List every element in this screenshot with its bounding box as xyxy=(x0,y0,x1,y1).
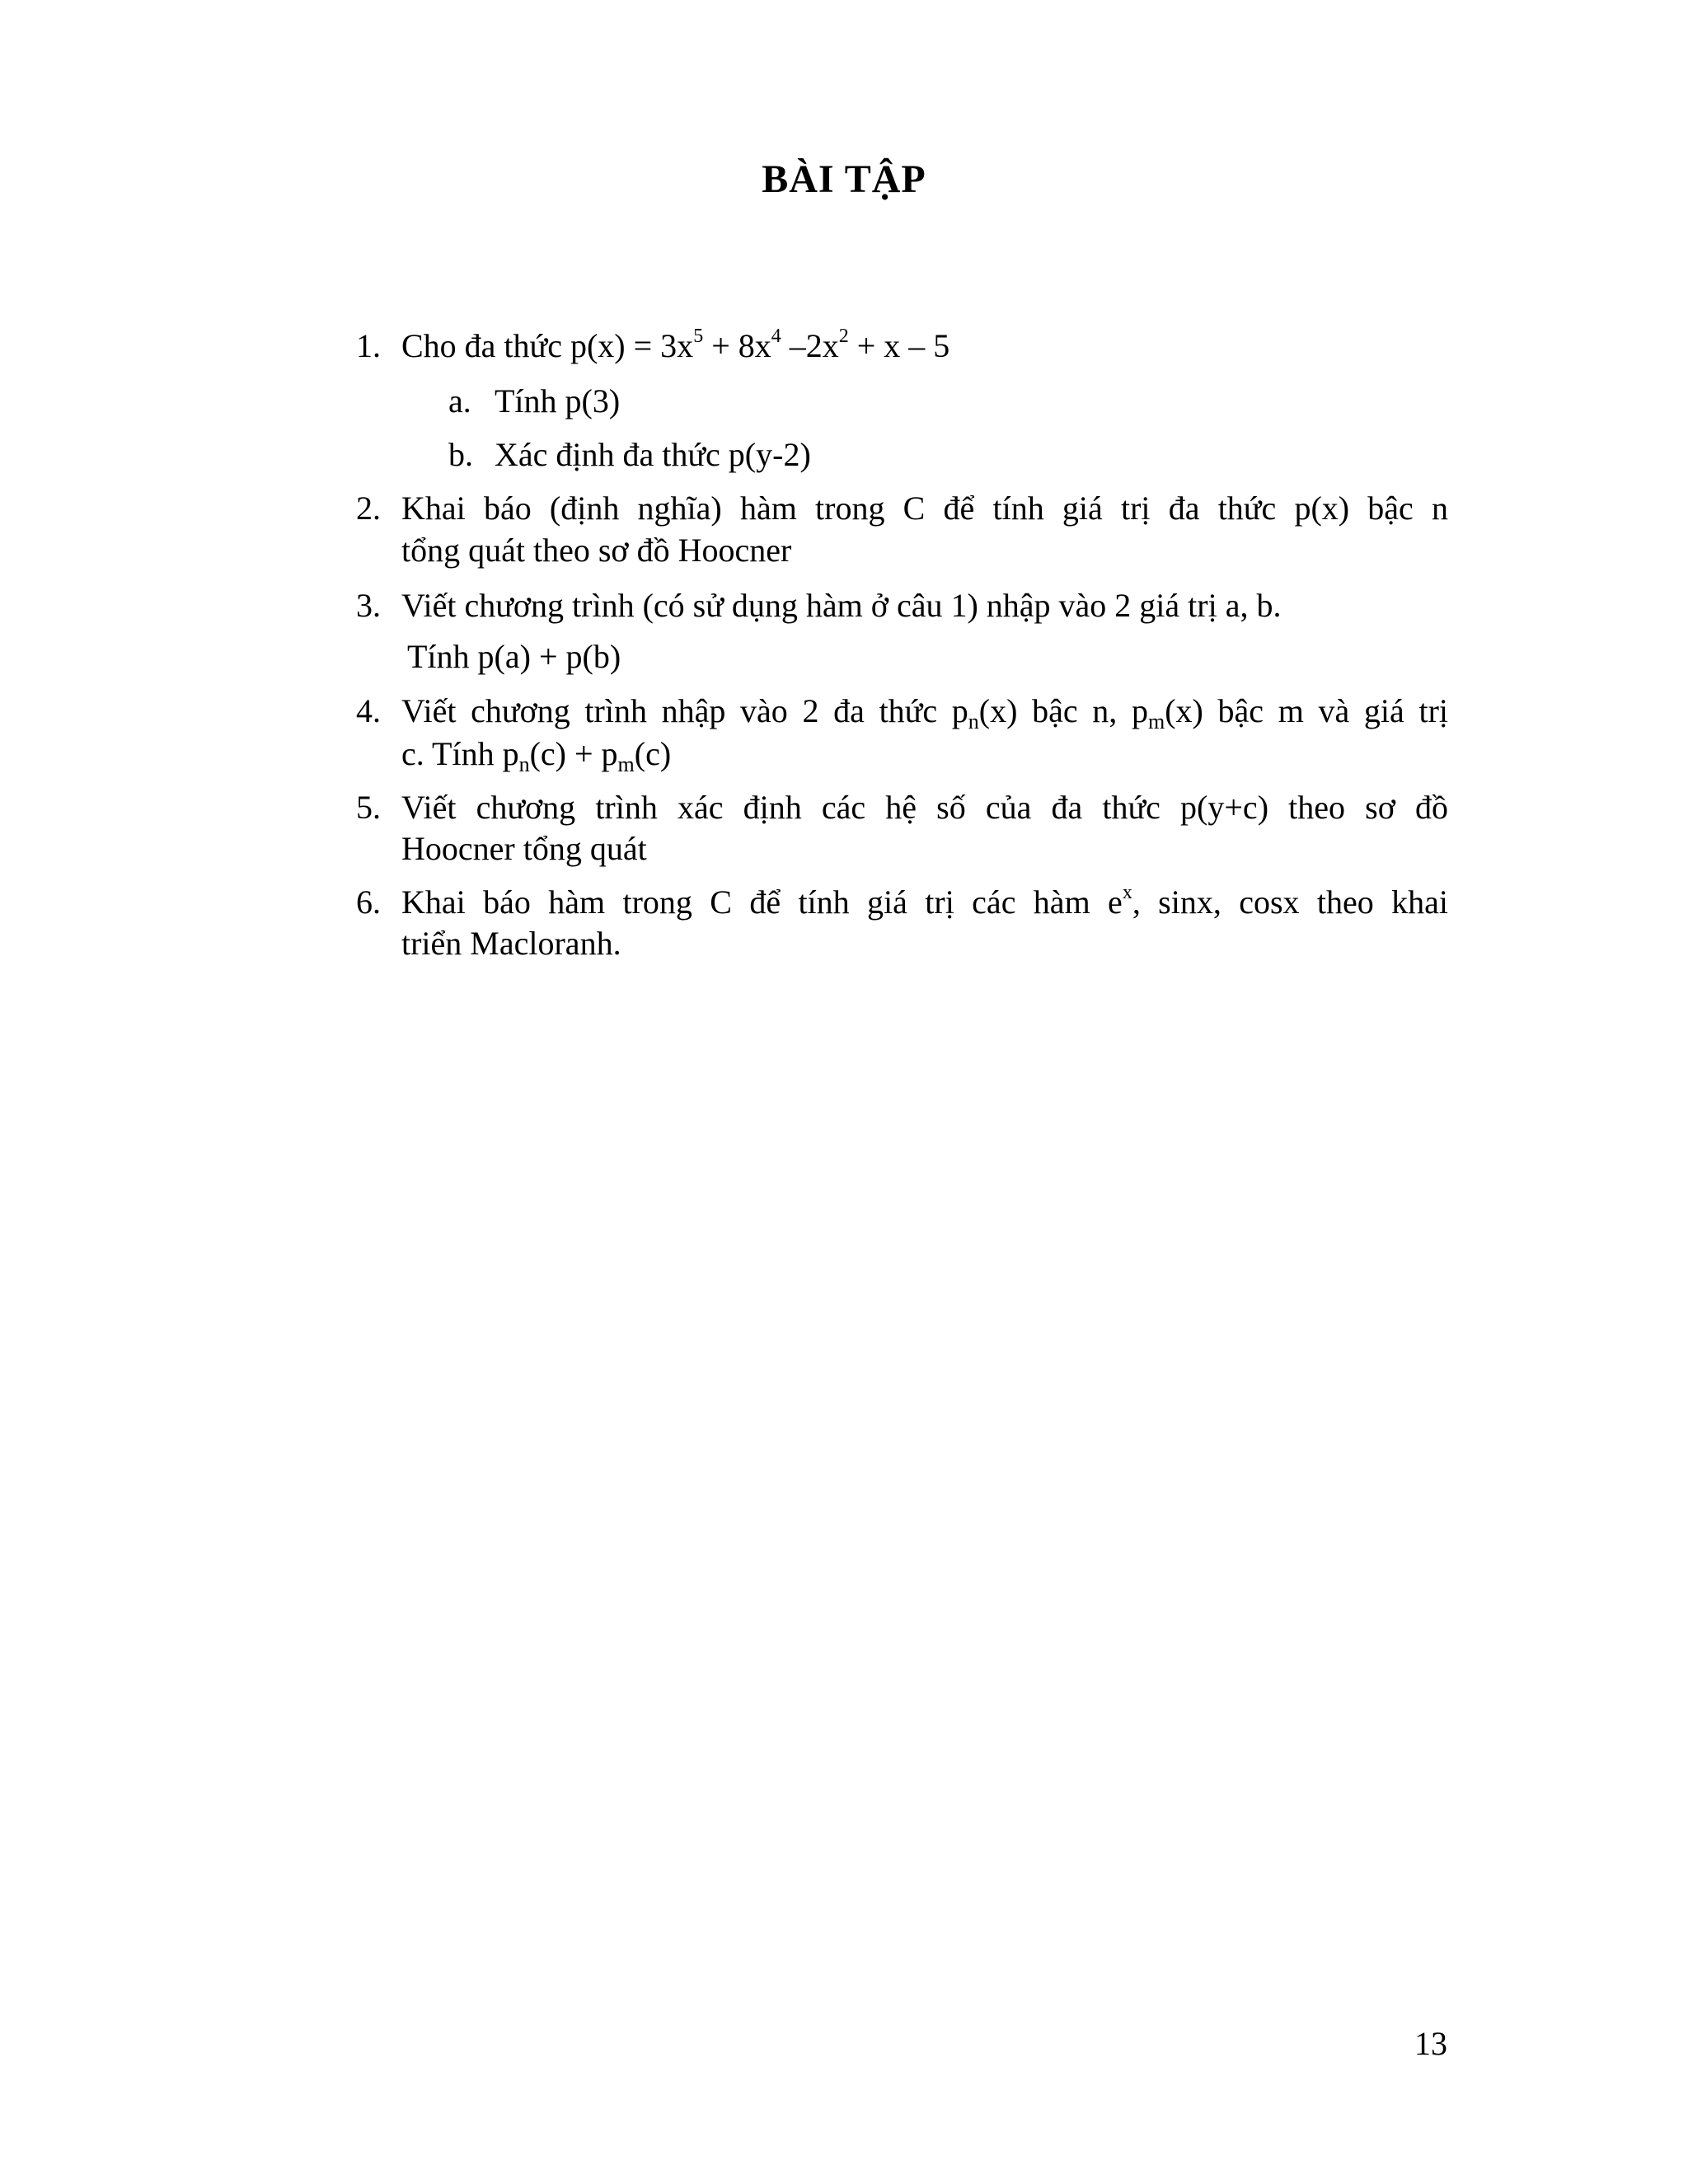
page-number: 13 xyxy=(1414,2025,1447,2062)
item-5-line-1: Viết chương trình xác định các hệ số của đa thức p(y+c) theo sơ đồ xyxy=(401,789,1448,826)
subitem-text: Xác định đa thức p(y-2) xyxy=(495,436,811,473)
item-number: 3. xyxy=(356,587,381,624)
item-1-text: Cho đa thức $p(x) = 3x^5 + 8x^4$ $-2x^2 + x - 5$ xyxy=(401,326,950,364)
item-5-line-2: Hoocner tổng quát xyxy=(401,830,647,867)
subitem-label: b. xyxy=(448,436,473,473)
item-2-line-2: tổng quát theo sơ đồ Hoocner xyxy=(401,532,792,569)
subitem-label: a. xyxy=(448,382,471,419)
item-6-line-1: Khai báo hàm trong C để tính giá trị các hàm $e^x$, sinx, cosx theo khai xyxy=(401,882,1449,921)
item-3-line-2: Tính p(a) + p(b) xyxy=(407,638,621,675)
item-4-line-1: Viết chương trình nhập vào 2 đa thức $p_n(x)$ bậc n, $p_m(x)$ bậc m và giá trị xyxy=(401,692,1448,733)
item-number: 1. xyxy=(356,327,381,364)
page-title: BÀI TẬP xyxy=(762,157,926,201)
item-3-line-1: Viết chương trình (có sử dụng hàm ở câu 1) nhập vào 2 giá trị a, b. xyxy=(401,587,1282,624)
item-6-line-2: triển Macloranh. xyxy=(401,925,621,962)
item-number: 2. xyxy=(356,490,381,527)
item-number: 4. xyxy=(356,692,381,729)
item-4-line-2: c. Tính $p_n(c) + p_m(c)$ xyxy=(401,735,672,776)
item-number: 6. xyxy=(356,883,381,921)
item-number: 5. xyxy=(356,789,381,826)
item-2-line-1: Khai báo (định nghĩa) hàm trong C để tính giá trị đa thức p(x) bậc n xyxy=(401,490,1448,527)
subitem-text: Tính p(3) xyxy=(495,382,621,419)
